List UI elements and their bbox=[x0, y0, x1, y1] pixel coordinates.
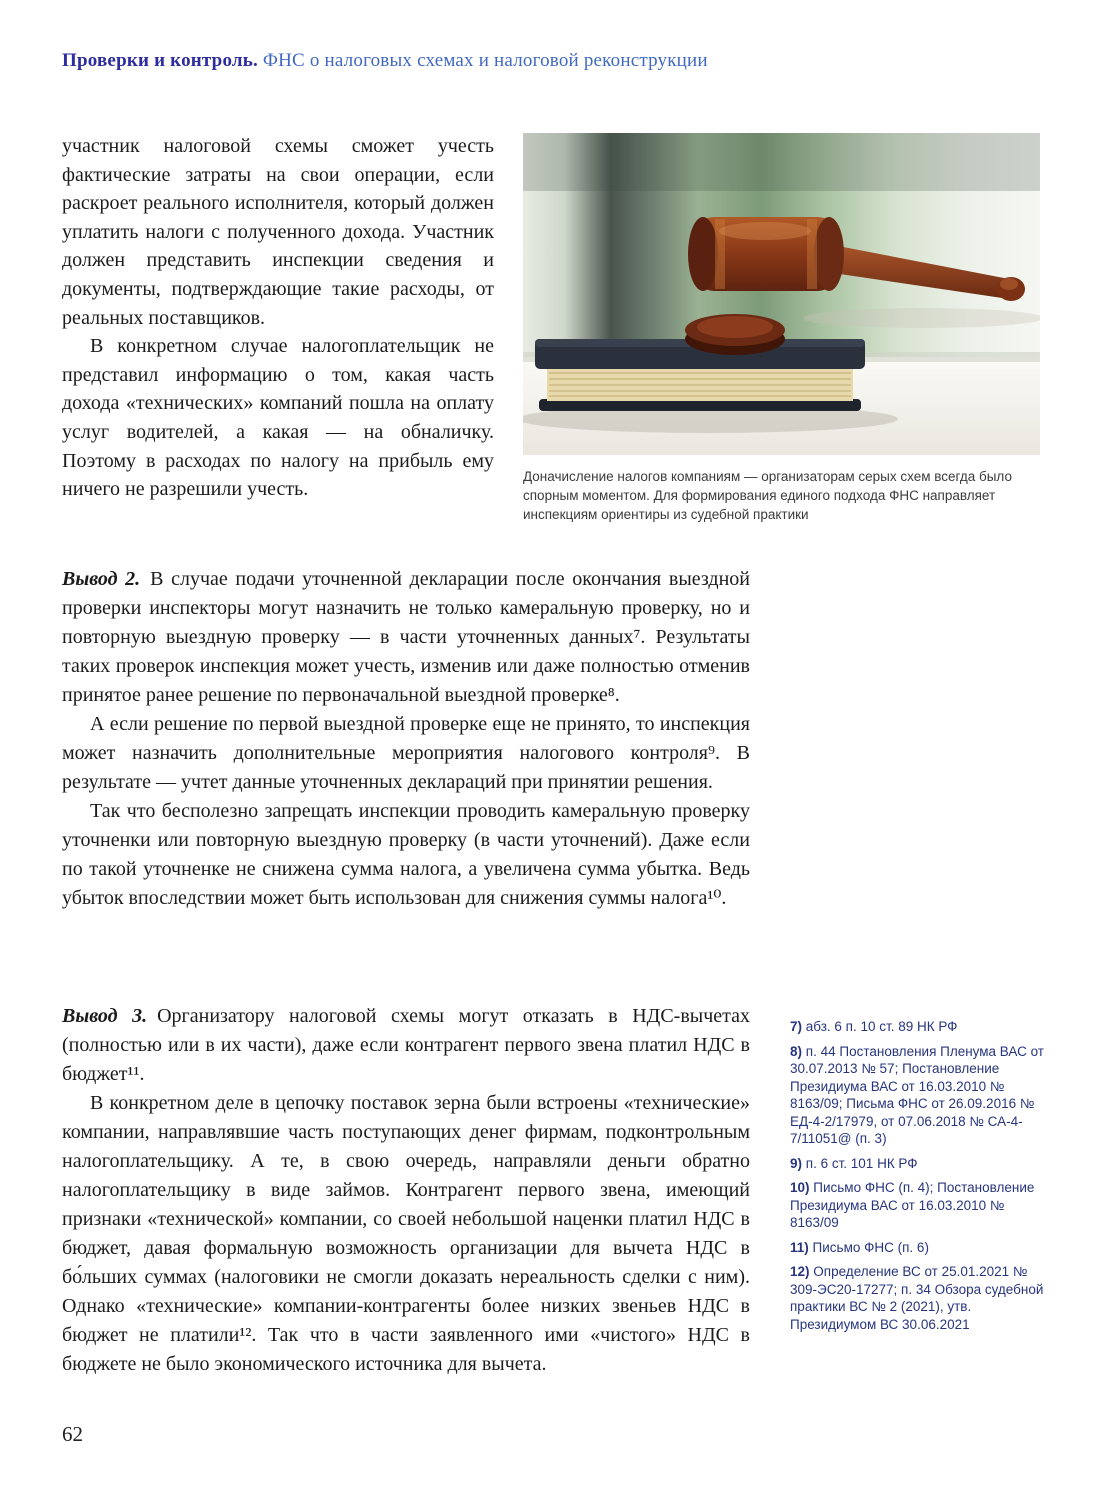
conclusion-3-paragraph-2: В конкретном деле в цепочку поставок зерна были встроены «технические» компании, направлявшие часть поступающих денег фирмам, подконтрольным налогоплательщику. А те, в свою очередь, направляли деньги обратно налогоплательщику в виде займов. Контрагент первого звена, имеющий признаки «технической» компании, со своей небольшой наценки платил НДС в бюджет, давая формальную возможность организации для вычета НДС в бо́льших суммах (налоговики не смогли доказать нереальность сделки с ним). Однако «технические» компании-контрагенты более низких звеньев НДС в бюджет не платили¹². Так что в части заявленного ими «чистого» НДС в бюджете не было экономического источника для вычета. bbox=[62, 1092, 750, 1375]
conclusion-3-label: Вывод 3. bbox=[62, 1005, 148, 1027]
intro-paragraph-2: В конкретном случае налогоплательщик не представил информацию о том, какая часть дохода «технических» компаний пошла на оплату услуг водителей, а какая — на обналичку. Поэтому в расходах по налогу на прибыль ему ничего не разрешили учесть. bbox=[62, 335, 494, 501]
footnote-7-text: абз. 6 п. 10 ст. 89 НК РФ bbox=[805, 1019, 958, 1034]
conclusion-2-paragraph-2: А если решение по первой выездной проверке еще не принято, то инспекция может назначить дополнительные мероприятия налогового контроля⁹. В результате — учтет данные уточненных деклараций при принятии решения. bbox=[62, 713, 750, 793]
footnotes-sidebar bbox=[790, 1018, 1044, 1340]
page-number: 62 bbox=[62, 1422, 83, 1446]
conclusion-3-paragraph-1 bbox=[62, 1002, 750, 1089]
conclusion-2-text-1: В случае подачи уточненной декларации после окончания выездной проверки инспекторы могут назначить не только камеральную проверку, но и повторную выездную проверку — в части уточненных данных⁷. Результаты таких проверок инспекция может учесть, изменив или даже полностью отменив принятое ранее решение по первоначальной выездной проверке⁸. bbox=[62, 568, 750, 706]
footnote-9 bbox=[790, 1155, 1044, 1173]
conclusion-2-paragraph-1 bbox=[62, 565, 750, 710]
conclusion-3-text-1: Организатору налоговой схемы могут отказать в НДС-вычетах (полностью или в их части), даже если контрагент первого звена платил НДС в бюджет¹¹. bbox=[62, 1005, 750, 1085]
conclusion-2-section bbox=[62, 565, 750, 913]
footnote-8-text: п. 44 Постановления Пленума ВАС от 30.07.2013 № 57; Постановление Президиума ВАС от 16.03.2010 № 8163/09; Письма ФНС от 26.09.2016 № ЕД-4-2/17979, от 07.06.2018 № СА-4-7/11051@ (п. 3) bbox=[790, 1043, 1044, 1146]
footnote-10-text: Письмо ФНС (п. 4); Постановление Президиума ВАС от 16.03.2010 № 8163/09 bbox=[790, 1180, 1035, 1230]
footnote-8-number: 8) bbox=[790, 1043, 803, 1059]
footnote-9-text: п. 6 ст. 101 НК РФ bbox=[805, 1155, 918, 1171]
footnote-12-text: Определение ВС от 25.01.2021 № 309-ЭС20-17277; п. 34 Обзора судебной практики ВС № 2 (2021), утв. Президиумом ВС 30.06.2021 bbox=[790, 1264, 1044, 1332]
gavel-on-book-photo bbox=[523, 133, 1040, 455]
page-header bbox=[62, 50, 1052, 72]
intro-paragraph-1: участник налоговой схемы сможет учесть фактические затраты на свои операции, если раскроет реального исполнителя, который должен уплатить налоги с полученного дохода. Участник должен представить инспекции сведения и документы, подтверждающие такие расходы, от реальных поставщиков. bbox=[62, 135, 494, 329]
footnote-8 bbox=[790, 1043, 1044, 1148]
footnote-10-number: 10) bbox=[790, 1180, 810, 1195]
footnote-7 bbox=[790, 1018, 1044, 1036]
footnote-11 bbox=[790, 1239, 1044, 1257]
rubric-label: Проверки и контроль. bbox=[62, 50, 258, 71]
footnote-10 bbox=[790, 1179, 1044, 1232]
gavel-photo-figure bbox=[523, 133, 1040, 524]
conclusion-2-paragraph-3: Так что бесполезно запрещать инспекции проводить камеральную проверку уточненки или повторную выездную проверку (в части уточнений). Даже если по такой уточненке не снижена сумма налога, а увеличена сумма убытка. Ведь убыток впоследствии может быть использован для снижения суммы налога¹⁰. bbox=[62, 800, 750, 909]
footnote-9-number: 9) bbox=[790, 1155, 803, 1171]
footnote-11-text: Письмо ФНС (п. 6) bbox=[812, 1239, 929, 1255]
conclusion-2-label: Вывод 2. bbox=[62, 568, 141, 590]
photo-caption: Доначисление налогов компаниям — организаторам серых схем всегда было спорным моментом. Для формирования единого подхода ФНС направляет инспекциям ориентиры из судебной практики bbox=[523, 469, 1012, 522]
footnote-12-number: 12) bbox=[790, 1264, 810, 1279]
conclusion-3-section bbox=[62, 1002, 750, 1379]
article-title: ФНС о налоговых схемах и налоговой реконструкции bbox=[262, 50, 708, 71]
intro-column bbox=[62, 132, 494, 504]
footnote-7-number: 7) bbox=[790, 1019, 803, 1034]
gavel-photo-illustration bbox=[523, 133, 1040, 455]
footnote-11-number: 11) bbox=[790, 1239, 809, 1255]
footnote-12 bbox=[790, 1263, 1044, 1333]
